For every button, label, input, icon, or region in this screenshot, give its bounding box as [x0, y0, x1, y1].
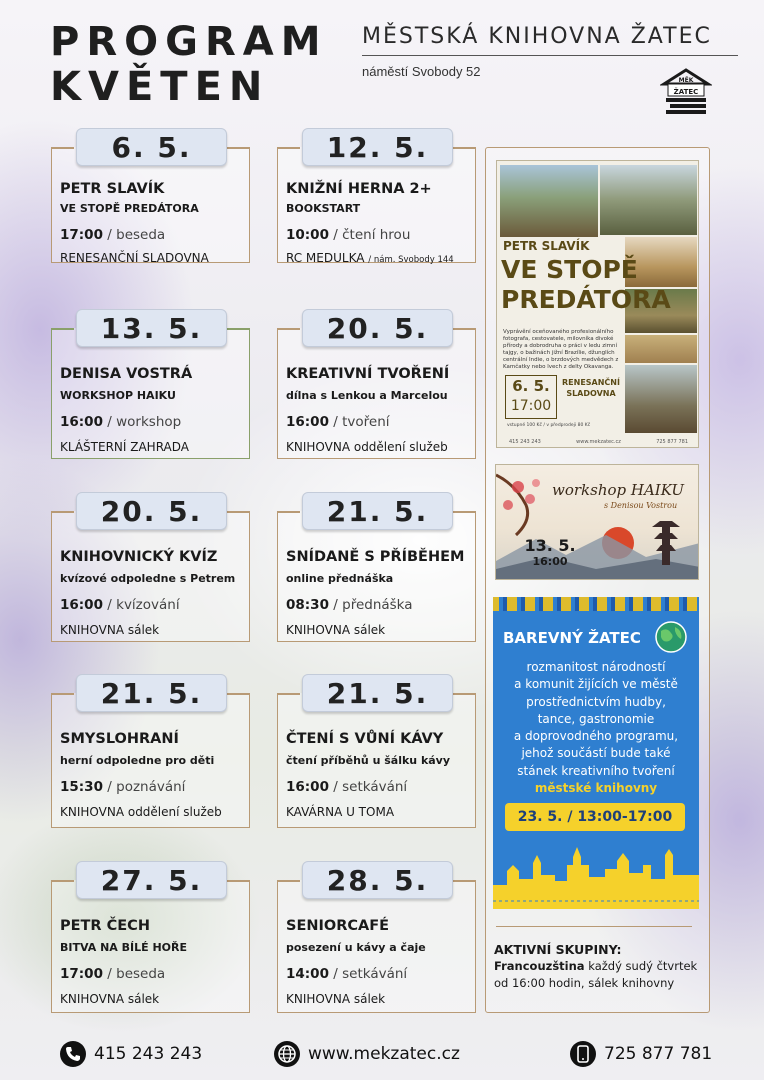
- event-time-value: 16:00: [286, 414, 329, 430]
- event-time: 17:00 / beseda: [60, 966, 166, 982]
- groups-divider: [496, 926, 692, 927]
- event-subtitle: kvízové odpoledne s Petrem: [60, 572, 236, 585]
- event-subtitle: BITVA NA BÍLÉ HOŘE: [60, 941, 188, 954]
- event-type: kvízování: [116, 597, 180, 613]
- event-title: SENIORCAFÉ: [286, 918, 390, 934]
- card-border-cap: [453, 328, 475, 330]
- event-place: [60, 440, 189, 454]
- active-groups-text: [494, 958, 704, 975]
- event-time: 16:00 / kvízování: [60, 597, 180, 613]
- event-card[interactable]: [51, 864, 250, 1013]
- event-place: [286, 251, 454, 265]
- event-place-name: KNIHOVNA oddělení služeb: [286, 440, 448, 454]
- event-place-name: KAVÁRNA U TOMA: [286, 805, 395, 819]
- event-date-badge: 21. 5.: [302, 674, 453, 712]
- card-border-cap: [52, 511, 74, 513]
- event-title: PETR SLAVÍK: [60, 181, 165, 197]
- poster-barevny-city-skyline-icon: [493, 835, 699, 909]
- footer-website[interactable]: [274, 1040, 460, 1068]
- active-groups: [494, 941, 704, 992]
- event-date-badge: 28. 5.: [302, 861, 453, 899]
- globe-icon: [274, 1041, 300, 1067]
- event-card[interactable]: [51, 131, 250, 265]
- event-subtitle: herní odpoledne pro děti: [60, 754, 215, 767]
- footer-phone[interactable]: [60, 1040, 202, 1068]
- event-subtitle: posezení u kávy a čaje: [286, 941, 426, 954]
- event-place-note: / nám. Svobody 144: [368, 255, 454, 265]
- event-date-badge: 12. 5.: [302, 128, 453, 166]
- event-type: čtení hrou: [342, 227, 411, 243]
- event-time: 16:00 / setkávání: [286, 779, 408, 795]
- event-subtitle: čtení příběhů u šálku kávy: [286, 754, 451, 767]
- event-date-badge: 6. 5.: [76, 128, 227, 166]
- event-subtitle: WORKSHOP HAIKU: [60, 389, 176, 402]
- card-border-cap: [453, 880, 475, 882]
- event-time: 17:00 / beseda: [60, 227, 166, 243]
- event-time: 14:00 / setkávání: [286, 966, 408, 982]
- event-place: [286, 992, 385, 1006]
- event-date-badge: 21. 5.: [76, 674, 227, 712]
- poster-slavik-date: 6. 5.: [512, 377, 550, 395]
- event-title: DENISA VOSTRÁ: [60, 366, 193, 382]
- card-border-cap: [278, 880, 300, 882]
- event-type: setkávání: [342, 779, 408, 795]
- poster-slavik-footer-phone: 415 243 243: [509, 439, 541, 445]
- poster-slavik-title-line2: PREDÁTORA: [501, 285, 671, 314]
- poster-haiku-date: 13. 5.: [524, 536, 576, 555]
- poster-slavik-name: PETR SLAVÍK: [503, 239, 590, 253]
- card-border-cap: [227, 693, 249, 695]
- event-card[interactable]: [277, 131, 476, 265]
- event-type: beseda: [116, 966, 166, 982]
- active-groups-schedule: každý sudý čtvrtek: [588, 959, 698, 973]
- event-card[interactable]: [51, 677, 250, 828]
- event-time: 15:30 / poznávání: [60, 779, 186, 795]
- poster-workshop-haiku[interactable]: [495, 464, 699, 580]
- event-time-value: 15:30: [60, 779, 103, 795]
- event-date-badge: 21. 5.: [302, 492, 453, 530]
- event-place: [60, 623, 159, 637]
- footer-mobile[interactable]: [570, 1040, 712, 1068]
- poster-slavik-time: 17:00: [510, 398, 552, 414]
- event-place-name: KLÁŠTERNÍ ZAHRADA: [60, 440, 189, 454]
- event-subtitle: online přednáška: [286, 572, 394, 585]
- card-border-cap: [227, 880, 249, 882]
- card-border-cap: [278, 511, 300, 513]
- event-place: [286, 805, 394, 819]
- event-date-badge: 20. 5.: [76, 492, 227, 530]
- card-border-cap: [278, 693, 300, 695]
- event-subtitle: BOOKSTART: [286, 202, 361, 215]
- event-type: beseda: [116, 227, 166, 243]
- active-groups-location: od 16:00 hodin, sálek knihovny: [494, 976, 675, 990]
- event-time-value: 10:00: [286, 227, 329, 243]
- event-type: workshop: [116, 414, 182, 430]
- event-date-badge: 27. 5.: [76, 861, 227, 899]
- event-date-badge: 13. 5.: [76, 309, 227, 347]
- card-border-cap: [278, 328, 300, 330]
- event-date-badge: 20. 5.: [302, 309, 453, 347]
- poster-slavik-date-box: [505, 375, 557, 419]
- event-subtitle: VE STOPĚ PREDÁTORA: [60, 202, 199, 215]
- footer-mobile-number: 725 877 781: [604, 1044, 713, 1064]
- poster-barevny-line7: stánek kreativního tvoření: [517, 763, 675, 778]
- title-line-program: PROGRAM: [50, 19, 328, 65]
- card-border-cap: [453, 693, 475, 695]
- event-place: [60, 251, 209, 265]
- event-title: KNIŽNÍ HERNA 2+: [286, 181, 432, 197]
- poster-barevny-line4: tance, gastronomie: [537, 711, 655, 726]
- card-border-cap: [278, 147, 300, 149]
- event-title: SMYSLOHRANÍ: [60, 731, 179, 747]
- event-card[interactable]: [277, 677, 476, 828]
- footer-phone-number: 415 243 243: [94, 1044, 203, 1064]
- poster-photo-bear: [500, 165, 598, 237]
- active-groups-name: Francouzština: [494, 959, 585, 973]
- library-address: náměstí Svobody 52: [362, 64, 481, 79]
- poster-barevny-line5: a doprovodného programu,: [513, 729, 679, 744]
- event-time-value: 14:00: [286, 966, 329, 982]
- event-time-value: 16:00: [60, 414, 103, 430]
- event-time: 16:00 / tvoření: [286, 414, 390, 430]
- mobile-phone-icon: [570, 1041, 596, 1067]
- poster-barevny-zatec[interactable]: [493, 597, 699, 909]
- event-place: [60, 805, 222, 819]
- event-title: KREATIVNÍ TVOŘENÍ: [286, 366, 450, 382]
- event-card[interactable]: [277, 864, 476, 1013]
- event-time-value: 16:00: [286, 779, 329, 795]
- event-place-name: KNIHOVNA oddělení služeb: [60, 805, 222, 819]
- event-time: 08:30 / přednáška: [286, 597, 413, 613]
- poster-barevny-text: [493, 659, 699, 797]
- poster-petr-slavik[interactable]: [496, 160, 699, 448]
- poster-haiku-date-block: [520, 537, 580, 569]
- title-line-month: KVĚTEN: [50, 64, 270, 110]
- event-place-name: RENESANČNÍ SLADOVNA: [60, 251, 209, 265]
- event-type: tvoření: [342, 414, 390, 430]
- event-time: 10:00 / čtení hrou: [286, 227, 411, 243]
- poster-haiku-subtitle: s Denisou Vostrou: [604, 501, 678, 510]
- poster-barevny-highlight: městské knihovny: [534, 781, 658, 796]
- library-logo-icon: [660, 68, 712, 116]
- event-subtitle: dílna s Lenkou a Marcelou: [286, 389, 448, 402]
- poster-barevny-pattern-strip: [493, 597, 699, 611]
- event-card[interactable]: [277, 312, 476, 459]
- poster-barevny-line2: a komunit žijících ve městě: [514, 677, 678, 692]
- logo-text-bottom: ŽATEC: [673, 88, 699, 96]
- event-type: setkávání: [342, 966, 408, 982]
- poster-haiku-time: 16:00: [532, 555, 568, 568]
- event-place-name: KNIHOVNA sálek: [60, 992, 160, 1006]
- event-time-value: 17:00: [60, 966, 103, 982]
- card-border-cap: [453, 147, 475, 149]
- event-place: [286, 440, 448, 454]
- event-place-name: KNIHOVNA sálek: [286, 623, 386, 637]
- event-title: KNIHOVNICKÝ KVÍZ: [60, 549, 218, 565]
- logo-text-top: MĚK: [678, 77, 694, 84]
- poster-barevny-title: BAREVNÝ ŽATEC: [503, 629, 641, 647]
- event-card[interactable]: [277, 495, 476, 642]
- card-border-cap: [227, 511, 249, 513]
- phone-icon: [60, 1041, 86, 1067]
- poster-barevny-date: 23. 5. / 13:00-17:00: [505, 803, 685, 831]
- active-groups-heading: AKTIVNÍ SKUPINY:: [494, 942, 622, 957]
- poster-photo-photographer: [625, 365, 697, 433]
- poster-slavik-title: [501, 255, 671, 315]
- poster-slavik-title-line1: VE STOPĚ: [501, 255, 638, 284]
- event-type: poznávání: [116, 779, 186, 795]
- event-title: SNÍDANĚ S PŘÍBĚHEM: [286, 549, 465, 565]
- poster-barevny-line6: jehož součástí bude také: [521, 746, 671, 761]
- card-border-cap: [52, 147, 74, 149]
- event-place-name: KNIHOVNA sálek: [286, 992, 386, 1006]
- poster-slavik-footer-mobile: 725 877 781: [656, 439, 688, 445]
- event-time: 16:00 / workshop: [60, 414, 182, 430]
- poster-slavik-footer-web: www.mekzatec.cz: [576, 439, 621, 445]
- poster-slavik-prices: vstupné 100 Kč / v předprodeji 80 Kč: [507, 423, 591, 428]
- poster-barevny-line1: rozmanitost národností: [526, 660, 666, 674]
- event-card[interactable]: [51, 312, 250, 459]
- card-border-cap: [52, 693, 74, 695]
- poster-barevny-line3: prostřednictvím hudby,: [526, 694, 666, 709]
- library-name: MĚSTSKÁ KNIHOVNA ŽATEC: [362, 24, 738, 56]
- card-border-cap: [227, 328, 249, 330]
- poster-slavik-description: Vyprávění oceňovaného profesionálního fotografa, cestovatele, milovníka divoké přírody a dobrodruha o práci v ledu zimní tajgy, o bažinách jižní Brazílie, džunglích centrální Indie, o brzdových medvědech z Kamčatky nebo lvech z delty Okavanga.: [503, 329, 619, 370]
- event-time-value: 17:00: [60, 227, 103, 243]
- poster-slavik-footer: [497, 436, 699, 448]
- card-border-cap: [453, 511, 475, 513]
- card-border-cap: [227, 147, 249, 149]
- event-time-value: 08:30: [286, 597, 329, 613]
- event-place-name: RC MEDULKA: [286, 251, 365, 265]
- event-place: [286, 623, 385, 637]
- card-border-cap: [52, 328, 74, 330]
- event-place-name: KNIHOVNA sálek: [60, 623, 160, 637]
- event-card[interactable]: [51, 495, 250, 642]
- event-title: ČTENÍ S VŮNÍ KÁVY: [286, 731, 444, 747]
- event-place: [60, 992, 159, 1006]
- globe-icon: [655, 621, 687, 653]
- poster-photo-crocodile: [600, 165, 697, 235]
- event-title: PETR ČECH: [60, 918, 150, 934]
- event-time-value: 16:00: [60, 597, 103, 613]
- card-border-cap: [52, 880, 74, 882]
- poster-photo-lion: [625, 335, 697, 363]
- poster-slavik-venue: RENESANČNÍ SLADOVNA: [562, 378, 620, 398]
- library-logo: [660, 68, 712, 116]
- footer-website-url: www.mekzatec.cz: [308, 1044, 460, 1064]
- program-title: [50, 20, 328, 110]
- poster-haiku-title: workshop HAIKU: [552, 481, 685, 499]
- event-type: přednáška: [342, 597, 413, 613]
